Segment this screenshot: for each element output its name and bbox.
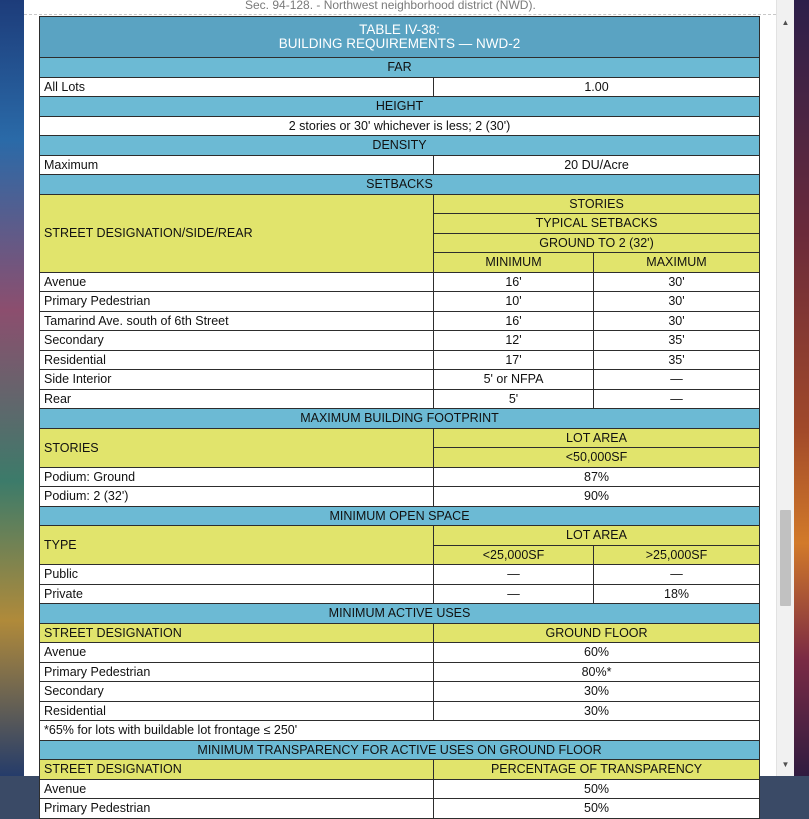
setback-label: Primary Pedestrian xyxy=(40,292,434,312)
active-uses-label: Residential xyxy=(40,701,434,721)
open-space-label: Private xyxy=(40,584,434,604)
caption-line-1: TABLE IV-38: xyxy=(359,22,440,37)
active-uses-col: GROUND FLOOR xyxy=(434,623,760,643)
setback-label: Residential xyxy=(40,350,434,370)
active-uses-value: 80%* xyxy=(434,662,760,682)
table-row xyxy=(40,467,760,487)
setback-max: 35' xyxy=(594,331,760,351)
setback-label: Avenue xyxy=(40,272,434,292)
setback-min: 16' xyxy=(434,311,594,331)
footprint-label: Podium: Ground xyxy=(40,467,434,487)
footprint-lot-area: LOT AREA xyxy=(434,428,760,448)
document-page xyxy=(24,0,776,816)
setback-min: 5' xyxy=(434,389,594,409)
table-row xyxy=(40,155,760,175)
active-uses-row-header: STREET DESIGNATION xyxy=(40,623,434,643)
table-row xyxy=(40,77,760,97)
open-space-lot-area: LOT AREA xyxy=(434,526,760,546)
active-uses-value: 30% xyxy=(434,682,760,702)
setbacks-max-header: MAXIMUM xyxy=(594,253,760,273)
setback-label: Side Interior xyxy=(40,370,434,390)
table-row xyxy=(40,292,760,312)
open-space-v2: 18% xyxy=(594,584,760,604)
transparency-row-header: STREET DESIGNATION xyxy=(40,760,434,780)
density-header: DENSITY xyxy=(40,136,760,156)
setback-max: 30' xyxy=(594,311,760,331)
setback-min: 17' xyxy=(434,350,594,370)
triangle-down-icon[interactable]: ▼ xyxy=(781,760,790,769)
background-left xyxy=(0,0,24,776)
setbacks-typical: TYPICAL SETBACKS xyxy=(434,214,760,234)
table-row xyxy=(40,311,760,331)
triangle-up-icon[interactable]: ▲ xyxy=(781,18,790,27)
transparency-label: Primary Pedestrian xyxy=(40,799,434,819)
far-label: All Lots xyxy=(40,77,434,97)
far-value: 1.00 xyxy=(434,77,760,97)
active-uses-label: Primary Pedestrian xyxy=(40,662,434,682)
table-caption-row xyxy=(40,17,760,58)
footprint-row-header: STORIES xyxy=(40,428,434,467)
building-requirements-table xyxy=(39,16,760,819)
table-row xyxy=(40,350,760,370)
table-row xyxy=(40,370,760,390)
setback-max: — xyxy=(594,389,760,409)
density-value: 20 DU/Acre xyxy=(434,155,760,175)
table-row xyxy=(40,331,760,351)
active-uses-value: 60% xyxy=(434,643,760,663)
active-uses-header: MINIMUM ACTIVE USES xyxy=(40,604,760,624)
table-row xyxy=(40,779,760,799)
setbacks-row-header: STREET DESIGNATION/SIDE/REAR xyxy=(40,194,434,272)
table-row xyxy=(40,643,760,663)
setback-label: Secondary xyxy=(40,331,434,351)
open-space-v1: — xyxy=(434,584,594,604)
scrollbar-thumb[interactable] xyxy=(780,510,791,606)
active-uses-label: Avenue xyxy=(40,643,434,663)
section-header: Sec. 94-128. - Northwest neighborhood district (NWD). xyxy=(245,0,536,12)
footprint-value: 90% xyxy=(434,487,760,507)
footprint-lot-size: <50,000SF xyxy=(434,448,760,468)
setback-min: 12' xyxy=(434,331,594,351)
table-row xyxy=(40,701,760,721)
setback-min: 5' or NFPA xyxy=(434,370,594,390)
open-space-v1: — xyxy=(434,565,594,585)
background-right xyxy=(793,0,809,776)
transparency-value: 50% xyxy=(434,799,760,819)
setback-min: 10' xyxy=(434,292,594,312)
transparency-header: MINIMUM TRANSPARENCY FOR ACTIVE USES ON GROUND FLOOR xyxy=(40,740,760,760)
table-row xyxy=(40,662,760,682)
caption-line-2: BUILDING REQUIREMENTS — NWD-2 xyxy=(278,36,521,51)
footprint-value: 87% xyxy=(434,467,760,487)
transparency-label: Avenue xyxy=(40,779,434,799)
table-row xyxy=(40,272,760,292)
footprint-header: MAXIMUM BUILDING FOOTPRINT xyxy=(40,409,760,429)
open-space-header: MINIMUM OPEN SPACE xyxy=(40,506,760,526)
setback-max: 35' xyxy=(594,350,760,370)
far-header: FAR xyxy=(40,58,760,78)
table-row xyxy=(40,565,760,585)
open-space-label: Public xyxy=(40,565,434,585)
table-row xyxy=(40,799,760,819)
transparency-col: PERCENTAGE OF TRANSPARENCY xyxy=(434,760,760,780)
table-row xyxy=(40,682,760,702)
active-uses-footnote: *65% for lots with buildable lot frontage ≤ 250' xyxy=(40,721,760,741)
transparency-value: 50% xyxy=(434,779,760,799)
setbacks-header: SETBACKS xyxy=(40,175,760,195)
table-row xyxy=(40,721,760,741)
setback-label: Rear xyxy=(40,389,434,409)
density-label: Maximum xyxy=(40,155,434,175)
table-row xyxy=(40,116,760,136)
open-space-col2: >25,000SF xyxy=(594,545,760,565)
table-row xyxy=(40,389,760,409)
setback-min: 16' xyxy=(434,272,594,292)
setback-label: Tamarind Ave. south of 6th Street xyxy=(40,311,434,331)
height-value: 2 stories or 30' whichever is less; 2 (30') xyxy=(40,116,760,136)
setbacks-min-header: MINIMUM xyxy=(434,253,594,273)
footprint-label: Podium: 2 (32') xyxy=(40,487,434,507)
active-uses-value: 30% xyxy=(434,701,760,721)
setbacks-stories: STORIES xyxy=(434,194,760,214)
setbacks-ground: GROUND TO 2 (32') xyxy=(434,233,760,253)
setback-max: — xyxy=(594,370,760,390)
open-space-v2: — xyxy=(594,565,760,585)
height-header: HEIGHT xyxy=(40,97,760,117)
vertical-scrollbar[interactable] xyxy=(776,0,794,776)
table-row xyxy=(40,487,760,507)
open-space-col1: <25,000SF xyxy=(434,545,594,565)
setback-max: 30' xyxy=(594,292,760,312)
active-uses-label: Secondary xyxy=(40,682,434,702)
table-row xyxy=(40,584,760,604)
open-space-row-header: TYPE xyxy=(40,526,434,565)
table-caption xyxy=(40,17,760,58)
setback-max: 30' xyxy=(594,272,760,292)
